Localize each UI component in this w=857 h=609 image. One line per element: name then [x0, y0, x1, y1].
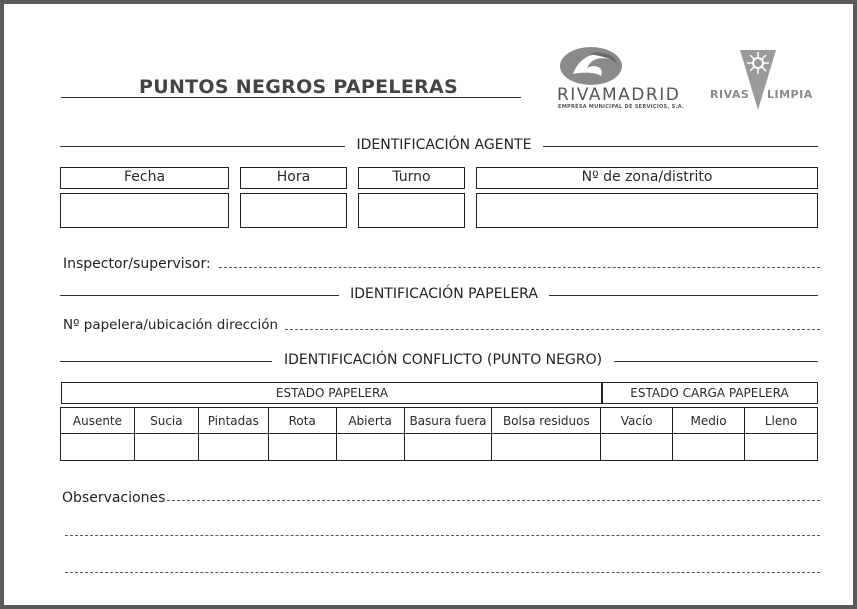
- fecha-field[interactable]: [60, 193, 229, 228]
- estado-papelera-label: ESTADO PAPELERA: [275, 386, 389, 400]
- observaciones-line-3[interactable]: [65, 572, 820, 573]
- bin-label: Nº papelera/ubicación dirección: [63, 317, 279, 333]
- bin-field[interactable]: [285, 329, 820, 330]
- table-header-row: [61, 408, 818, 434]
- turno-header: Turno: [358, 167, 465, 189]
- section-bin-title: IDENTIFICACIÓN PAPELERA: [350, 286, 538, 302]
- col-sucia: Sucia: [134, 408, 198, 434]
- section-rule: [60, 361, 272, 362]
- rota-cell[interactable]: [268, 434, 336, 461]
- rivamadrid-emblem-icon: [559, 46, 623, 86]
- vacio-cell[interactable]: [601, 434, 673, 461]
- hora-header: Hora: [240, 167, 347, 189]
- rivamadrid-logo: [557, 46, 692, 110]
- section-rule: [543, 146, 818, 147]
- medio-cell[interactable]: [673, 434, 745, 461]
- col-medio: Medio: [673, 408, 745, 434]
- form-sheet: [4, 4, 853, 605]
- section-bin-header: [60, 285, 818, 305]
- lleno-cell[interactable]: [745, 434, 818, 461]
- col-pintadas: Pintadas: [198, 408, 268, 434]
- abierta-cell[interactable]: [336, 434, 404, 461]
- rivas-limpia-logo: [706, 48, 816, 112]
- estado-carga-label: ESTADO CARGA PAPELERA: [630, 386, 789, 400]
- col-lleno: Lleno: [745, 408, 818, 434]
- estado-papelera-header: [61, 382, 603, 404]
- observaciones-line-2[interactable]: [65, 535, 820, 536]
- rivamadrid-name: RIVAMADRID: [557, 85, 681, 105]
- col-basura-fuera: Basura fuera: [404, 408, 492, 434]
- section-rule: [549, 295, 818, 296]
- hora-field[interactable]: [240, 193, 347, 228]
- section-rule: [614, 361, 818, 362]
- form-title: PUNTOS NEGROS PAPELERAS: [139, 76, 459, 98]
- rivas-label: RIVAS: [710, 88, 750, 101]
- col-vacio: Vacío: [601, 408, 673, 434]
- inspector-label: Inspector/supervisor:: [63, 256, 211, 272]
- zona-field[interactable]: [476, 193, 818, 228]
- section-agent-header: [60, 136, 818, 156]
- section-conflict-title: IDENTIFICACIÓN CONFLICTO (PUNTO NEGRO): [283, 352, 603, 368]
- col-abierta: Abierta: [336, 408, 404, 434]
- table-input-row: [61, 434, 818, 461]
- limpia-label: LIMPIA: [767, 88, 813, 101]
- pintadas-cell[interactable]: [198, 434, 268, 461]
- col-bolsa-residuos: Bolsa residuos: [492, 408, 601, 434]
- title-underline: [61, 97, 521, 98]
- sucia-cell[interactable]: [134, 434, 198, 461]
- ausente-cell[interactable]: [61, 434, 135, 461]
- status-table: [60, 407, 818, 461]
- fecha-header: Fecha: [60, 167, 229, 189]
- inspector-field[interactable]: [219, 267, 820, 268]
- section-rule: [60, 295, 339, 296]
- section-conflict-header: [60, 351, 818, 371]
- estado-carga-header: [601, 382, 818, 404]
- rivas-limpia-emblem-icon: [738, 48, 778, 112]
- section-rule: [60, 146, 345, 147]
- col-ausente: Ausente: [61, 408, 135, 434]
- turno-field[interactable]: [358, 193, 465, 228]
- zona-header: Nº de zona/distrito: [476, 167, 818, 189]
- basura-fuera-cell[interactable]: [404, 434, 492, 461]
- rivamadrid-subtitle: EMPRESA MUNICIPAL DE SERVICIOS, S.A.: [558, 104, 685, 110]
- observaciones-label: Observaciones: [62, 490, 166, 506]
- observaciones-line-1[interactable]: [167, 500, 820, 501]
- bolsa-residuos-cell[interactable]: [492, 434, 601, 461]
- col-rota: Rota: [268, 408, 336, 434]
- section-agent-title: IDENTIFICACIÓN AGENTE: [356, 137, 532, 153]
